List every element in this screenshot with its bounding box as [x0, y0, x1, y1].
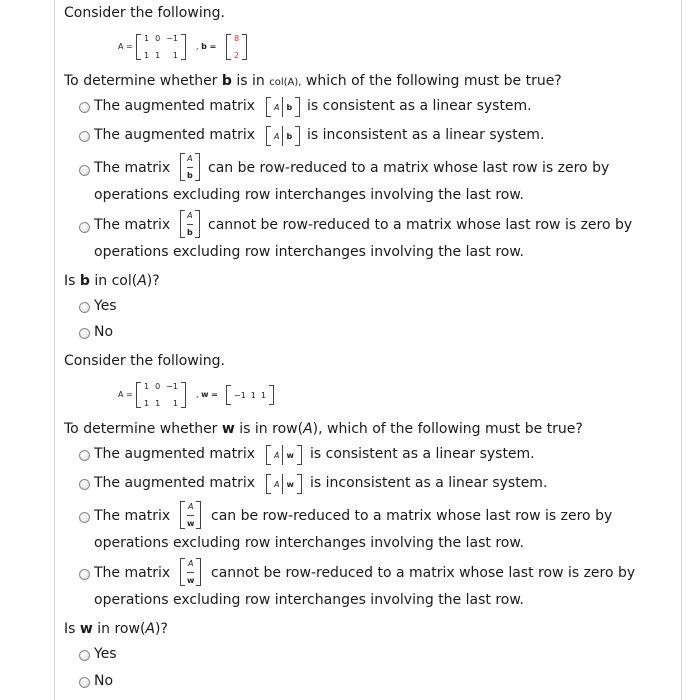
q2-option2-radio[interactable]	[79, 479, 90, 490]
q1-A-cell: 0	[155, 34, 161, 43]
q1-no-radio[interactable]	[79, 328, 90, 339]
q1-A-cell: 1	[155, 51, 161, 60]
q2-vector-w	[226, 385, 274, 405]
q2-option4-pre[interactable]: The matrix	[94, 565, 171, 581]
q1-option4-radio[interactable]	[79, 222, 90, 233]
q1-option4-stacked-matrix: A b	[180, 210, 200, 238]
q1-option3-post[interactable]: can be row-reduced to a matrix whose last row is zero by	[208, 160, 610, 176]
q1-option3-stacked-matrix: A b	[180, 153, 200, 181]
q2-option4-radio[interactable]	[79, 569, 90, 580]
q2-option4-continued[interactable]: operations excluding row interchanges involving the last row.	[94, 592, 524, 608]
q1-A-label: A =	[118, 42, 133, 51]
q1-option4-post[interactable]: cannot be row-reduced to a matrix whose last row is zero by	[208, 217, 633, 233]
q1-b-cell: 8	[234, 34, 240, 43]
q2-A-cell: 1	[155, 399, 161, 408]
q2-matrix-A	[136, 382, 186, 408]
q1-option2-pre[interactable]: The augmented matrix	[94, 127, 256, 143]
q1-option1-augmented-matrix: A b	[266, 97, 300, 117]
q2-question: To determine whether w is in row(A), which of the following must be true?	[64, 421, 583, 437]
q2-option3-pre[interactable]: The matrix	[94, 508, 171, 524]
q1-A-cell: 1	[172, 51, 178, 60]
q1-option2-post[interactable]: is inconsistent as a linear system.	[307, 127, 545, 143]
q1-option3-continued[interactable]: operations excluding row interchanges involving the last row.	[94, 187, 524, 203]
q1-yes-label[interactable]: Yes	[94, 298, 117, 314]
q2-option2-pre[interactable]: The augmented matrix	[94, 475, 256, 491]
q2-option3-stacked-matrix: A w	[180, 501, 201, 529]
q2-A-cell: 1	[144, 382, 150, 391]
q2-w-cell: −1	[234, 390, 246, 400]
q2-A-cell: 0	[155, 382, 161, 391]
q1-A-cell: 1	[144, 34, 150, 43]
q1-option1-radio[interactable]	[79, 102, 90, 113]
q1-A-cell: −1	[166, 34, 178, 43]
q2-option2-post[interactable]: is inconsistent as a linear system.	[310, 475, 548, 491]
q2-intro: Consider the following.	[64, 353, 225, 369]
q1-intro: Consider the following.	[64, 5, 225, 21]
q1-A-cell: 1	[144, 51, 150, 60]
q2-option1-radio[interactable]	[79, 450, 90, 461]
q2-option3-radio[interactable]	[79, 512, 90, 523]
q2-option4-stacked-matrix: A w	[180, 558, 201, 586]
q1-option3-radio[interactable]	[79, 165, 90, 176]
q1-question: To determine whether b is in col(A), which of the following must be true?	[64, 73, 562, 89]
q2-yes-radio[interactable]	[79, 650, 90, 661]
q2-option3-continued[interactable]: operations excluding row interchanges involving the last row.	[94, 535, 524, 551]
q1-vector-b	[226, 34, 247, 60]
q2-option1-pre[interactable]: The augmented matrix	[94, 446, 256, 462]
q2-A-cell: −1	[166, 382, 178, 391]
q1-option3-pre[interactable]: The matrix	[94, 160, 171, 176]
q2-A-cell: 1	[172, 399, 178, 408]
q1-matrix-A	[136, 34, 186, 60]
q1-b-label: b =	[201, 42, 217, 51]
q1-option1-post[interactable]: is consistent as a linear system.	[307, 98, 532, 114]
q2-A-cell: 1	[144, 399, 150, 408]
q1-yes-radio[interactable]	[79, 302, 90, 313]
q1-option2-augmented-matrix: A b	[266, 126, 300, 146]
q2-option1-post[interactable]: is consistent as a linear system.	[310, 446, 535, 462]
q1-option4-continued[interactable]: operations excluding row interchanges involving the last row.	[94, 244, 524, 260]
q1-option2-radio[interactable]	[79, 131, 90, 142]
q1-option4-pre[interactable]: The matrix	[94, 217, 171, 233]
q2-w-cell: 1	[260, 390, 266, 400]
q2-option3-post[interactable]: can be row-reduced to a matrix whose last row is zero by	[211, 508, 613, 524]
q2-no-radio[interactable]	[79, 677, 90, 688]
q2-yes-label[interactable]: Yes	[94, 646, 117, 662]
q2-w-label: w =	[201, 390, 218, 399]
q1-sub-question: Is b in col(A)?	[64, 273, 160, 289]
q2-sub-question: Is w in row(A)?	[64, 621, 168, 637]
q2-no-label[interactable]: No	[94, 673, 114, 689]
q2-option4-post[interactable]: cannot be row-reduced to a matrix whose last row is zero by	[211, 565, 636, 581]
q1-no-label[interactable]: No	[94, 324, 114, 340]
q1-option1-pre[interactable]: The augmented matrix	[94, 98, 256, 114]
q1-b-cell: 2	[234, 51, 240, 60]
q2-A-label: A =	[118, 390, 133, 399]
q2-option2-augmented-matrix: A w	[266, 474, 302, 494]
q2-w-cell: 1	[250, 390, 256, 400]
q2-option1-augmented-matrix: A w	[266, 445, 302, 465]
